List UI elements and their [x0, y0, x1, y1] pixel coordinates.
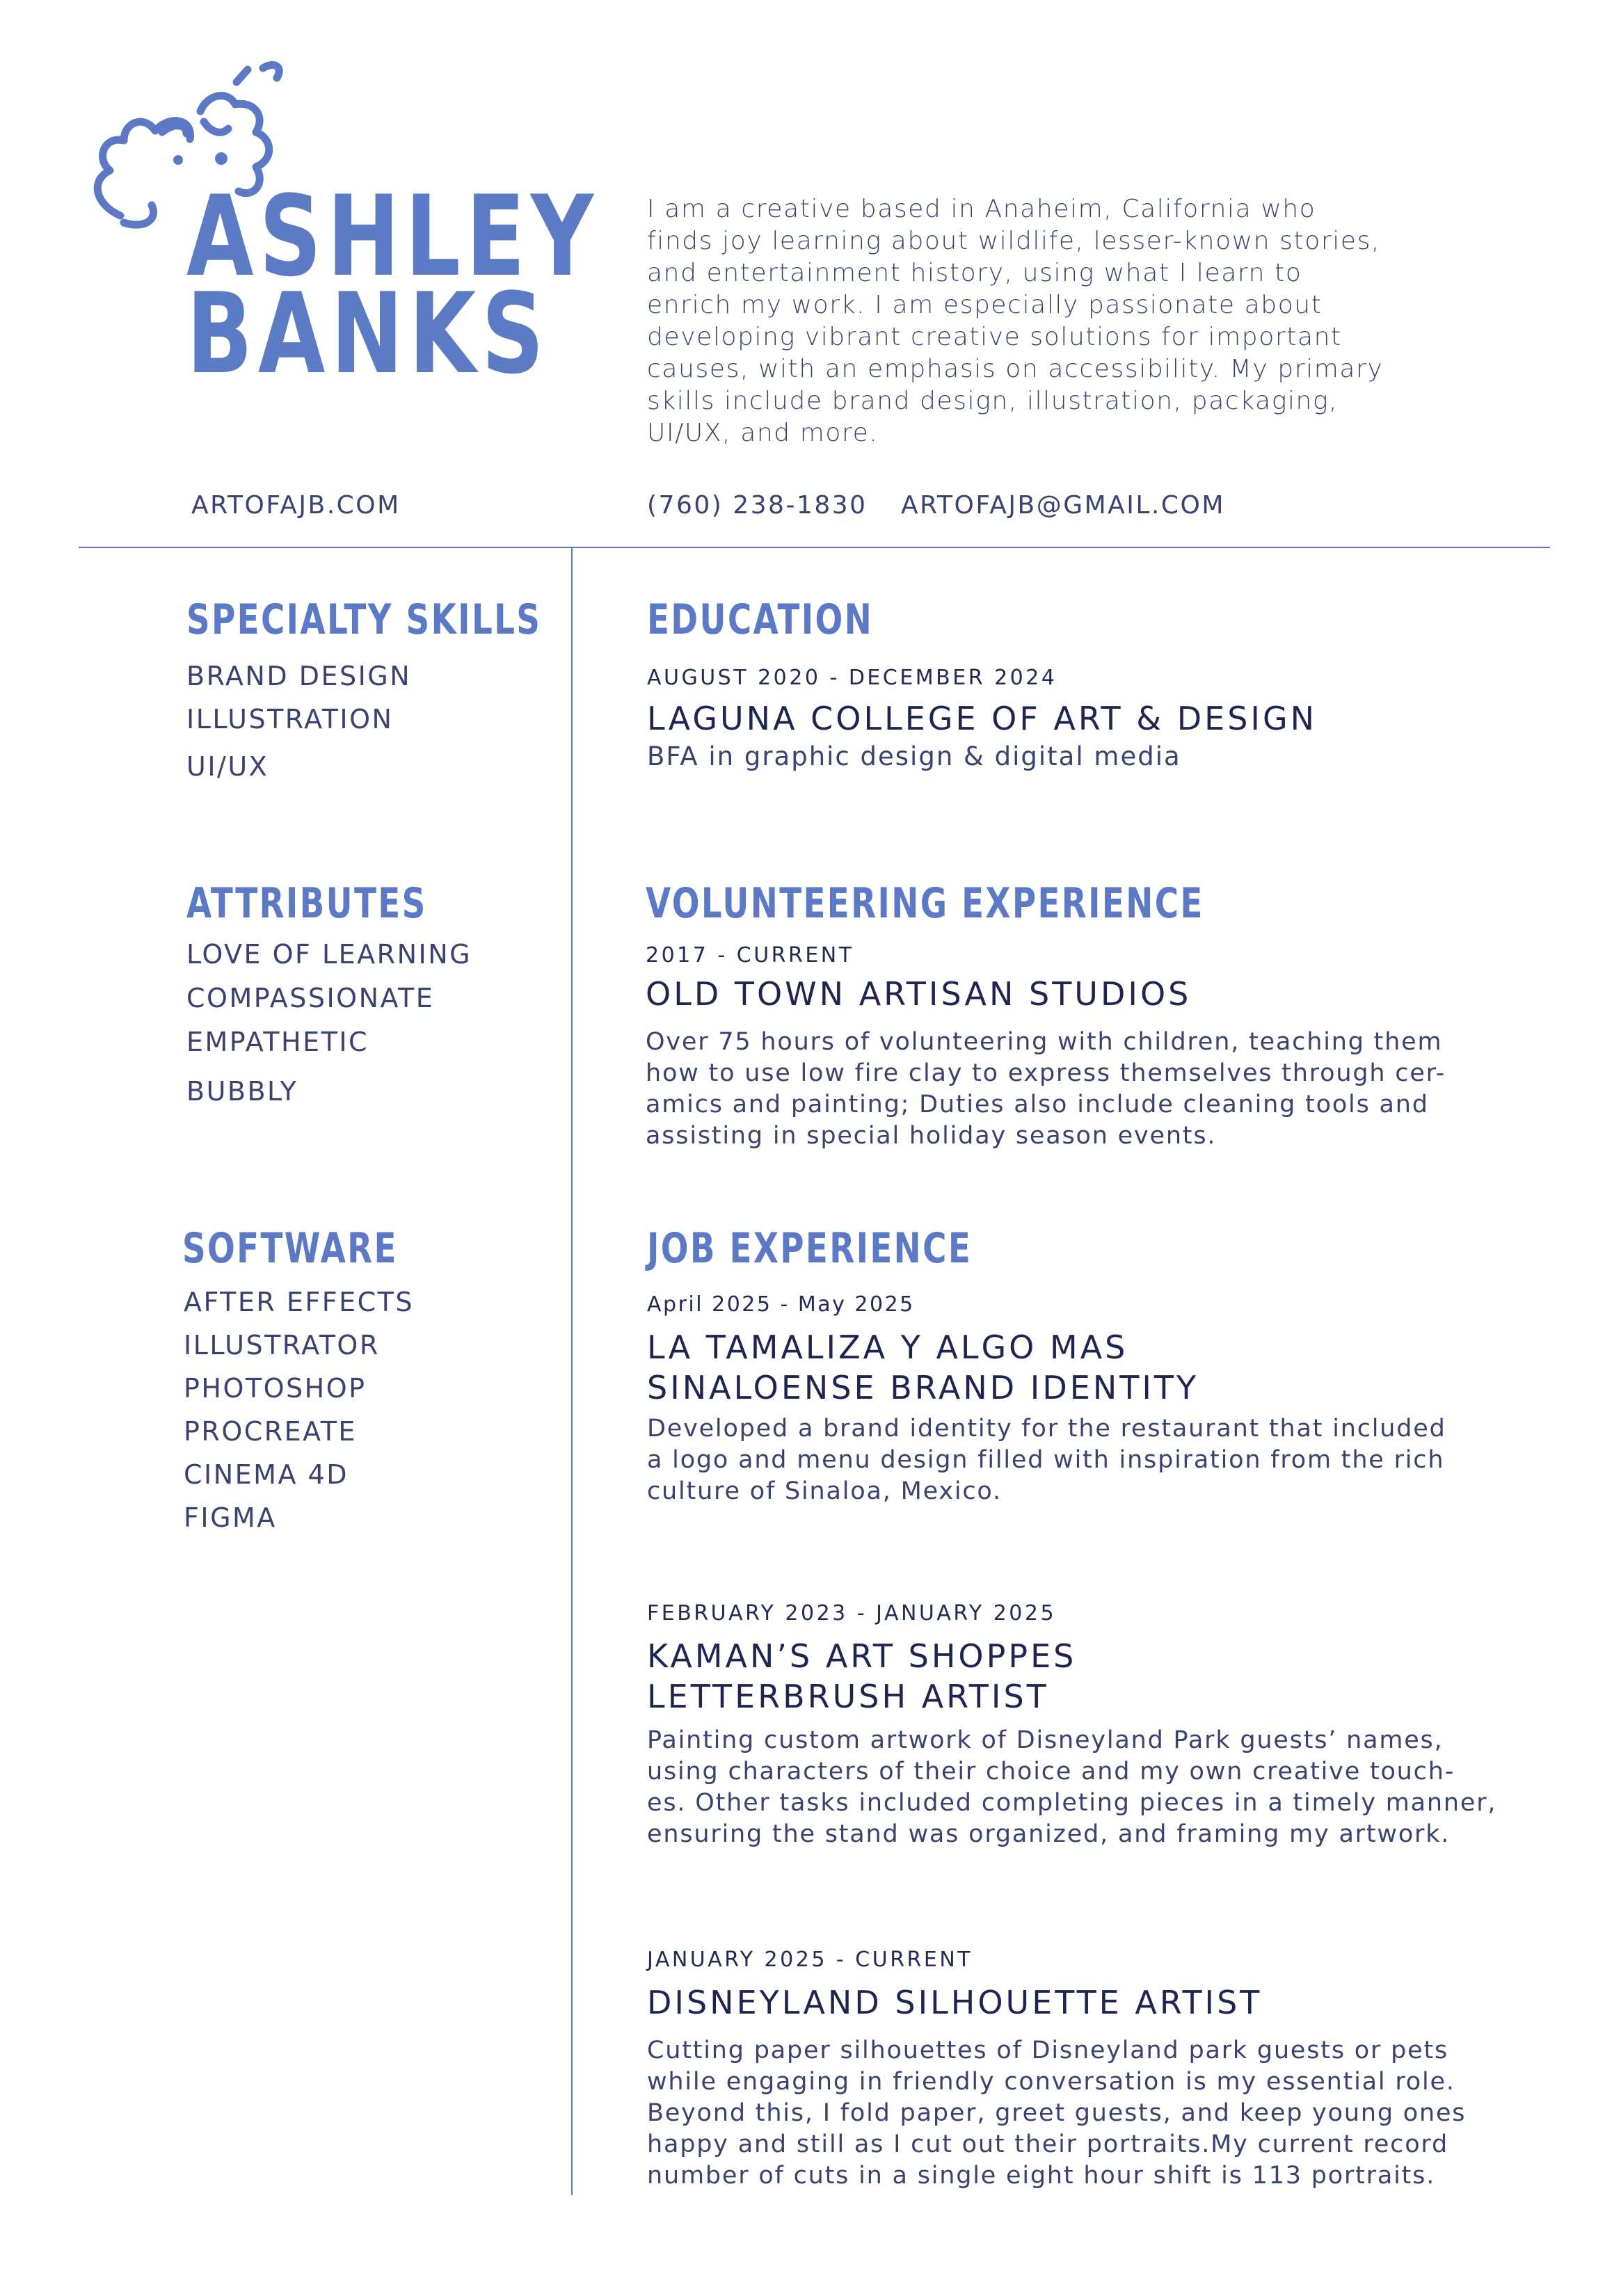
job-description — [647, 1725, 1551, 1850]
volunteering-date: 2017 - CURRENT — [646, 943, 854, 968]
attribute-item: EMPATHETIC — [186, 1027, 369, 1057]
vertical-divider — [571, 547, 573, 2195]
job-title-line: KAMAN’S ART SHOPPES — [647, 1637, 1077, 1675]
software-heading: SOFTWARE — [182, 1224, 398, 1273]
job-description — [647, 2035, 1510, 2192]
description-line: Beyond this, I fold paper, greet guests, and keep young ones — [647, 2099, 1467, 2127]
website-link[interactable]: ARTOFAJB.COM — [191, 491, 401, 520]
education-date: AUGUST 2020 - DECEMBER 2024 — [647, 666, 1057, 690]
volunteering-description — [646, 1027, 1508, 1152]
description-line: using characters of their choice and my own creative touch- — [647, 1758, 1455, 1785]
description-line: while engaging in friendly conversation is my essential role. — [647, 2068, 1455, 2096]
name-title — [186, 171, 599, 399]
job-title-line: SINALOENSE BRAND IDENTITY — [647, 1369, 1199, 1406]
description-line: number of cuts in a single eight hour shift is 113 portraits. — [647, 2162, 1436, 2190]
description-line: Cutting paper silhouettes of Disneyland park guests or pets — [647, 2037, 1449, 2064]
description-line: amics and painting; Duties also include cleaning tools and — [646, 1091, 1429, 1118]
specialty-skills-heading: SPECIALTY SKILLS — [186, 595, 542, 644]
software-item: PROCREATE — [184, 1416, 357, 1447]
description-line: Developed a brand identity for the restaurant that included — [647, 1415, 1446, 1443]
job-title — [647, 1327, 1199, 1408]
job-experience-heading: JOB EXPERIENCE — [647, 1224, 973, 1273]
description-line: culture of Sinaloa, Mexico. — [647, 1477, 1002, 1505]
horizontal-divider — [79, 547, 1550, 548]
description-line: Over 75 hours of volunteering with children, teaching them — [646, 1028, 1443, 1056]
attribute-item: BUBBLY — [186, 1076, 298, 1107]
description-line: assisting in special holiday season events. — [646, 1122, 1217, 1150]
job-date: April 2025 - May 2025 — [647, 1292, 915, 1317]
education-school: LAGUNA COLLEGE OF ART & DESIGN — [647, 700, 1318, 737]
skill-item: BRAND DESIGN — [186, 661, 412, 691]
description-line: es. Other tasks included completing pieces in a timely manner, — [647, 1789, 1497, 1817]
skill-item: UI/UX — [186, 751, 269, 782]
phone-number[interactable]: (760) 238-1830 — [647, 491, 868, 520]
job-date: FEBRUARY 2023 - JANUARY 2025 — [647, 1601, 1057, 1625]
education-heading: EDUCATION — [647, 595, 874, 644]
software-item: ILLUSTRATOR — [184, 1330, 380, 1360]
description-line: a logo and menu design filled with inspiration from the rich — [647, 1446, 1445, 1474]
job-date: JANUARY 2025 - CURRENT — [647, 1948, 973, 1972]
description-line: ensuring the stand was organized, and framing my artwork. — [647, 1820, 1451, 1848]
education-degree: BFA in graphic design & digital media — [647, 741, 1181, 771]
bio-paragraph: I am a creative based in Anaheim, California who finds joy learning about wildlife, lesser-known stories, and entertainment history, using what I learn to enrich my work. I am especially passionate about developing vibrant creative solutions for important causes, with an emphasis on accessibility. My primary skills include brand design, illustration, packaging, UI/UX, and more. — [647, 195, 1384, 447]
software-item: PHOTOSHOP — [184, 1373, 367, 1404]
name-line-2: BANKS — [186, 268, 550, 399]
job-title-line: LA TAMALIZA Y ALGO MAS — [647, 1328, 1128, 1366]
attributes-heading: ATTRIBUTES — [186, 879, 427, 928]
job-title-line: LETTERBRUSH ARTIST — [647, 1678, 1049, 1715]
description-line: how to use low fire clay to express themselves through cer- — [646, 1059, 1446, 1087]
volunteering-title: OLD TOWN ARTISAN STUDIOS — [646, 975, 1192, 1013]
volunteering-heading: VOLUNTEERING EXPERIENCE — [646, 879, 1204, 928]
software-item: FIGMA — [184, 1502, 277, 1533]
attribute-item: LOVE OF LEARNING — [186, 939, 472, 970]
job-description — [647, 1413, 1510, 1507]
description-line: Painting custom artwork of Disneyland Park guests’ names, — [647, 1726, 1444, 1754]
description-line: happy and still as I cut out their portraits.My current record — [647, 2130, 1448, 2158]
name-line-1: ASHLEY — [186, 171, 599, 301]
skill-item: ILLUSTRATION — [186, 704, 394, 734]
job-title: DISNEYLAND SILHOUETTE ARTIST — [647, 1984, 1263, 2021]
job-title — [647, 1636, 1076, 1717]
email-link[interactable]: ARTOFAJB@GMAIL.COM — [901, 491, 1225, 520]
software-item: AFTER EFFECTS — [184, 1287, 414, 1317]
software-item: CINEMA 4D — [184, 1459, 349, 1490]
attribute-item: COMPASSIONATE — [186, 983, 435, 1013]
